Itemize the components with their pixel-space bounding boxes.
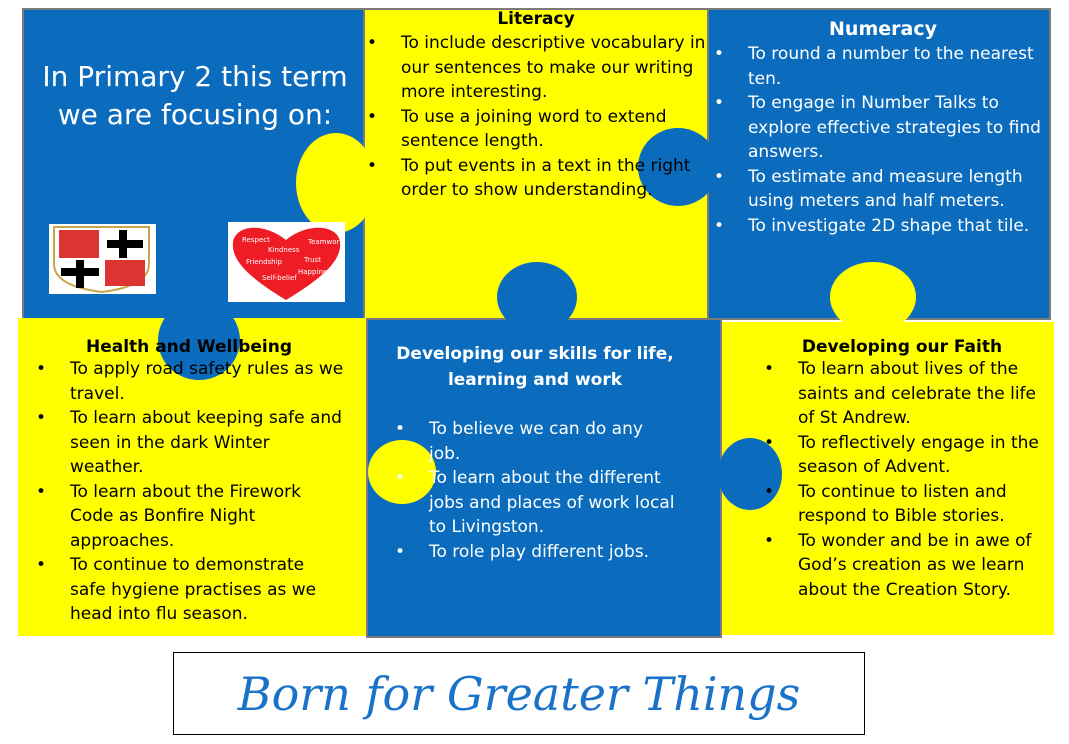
svg-text:Teamwork: Teamwork <box>308 238 344 246</box>
faith-section <box>762 337 1042 602</box>
list-item: • To continue to demonstrate safe hygiene practises as we head into flu season. <box>70 553 344 627</box>
svg-text:Kindness: Kindness <box>268 246 300 254</box>
list-item: • To include descriptive vocabulary in our sentences to make our writing more interesting. <box>401 31 707 105</box>
numeracy-section <box>712 18 1054 238</box>
list-item: • To put events in a text in the right order to show understanding. <box>401 154 707 203</box>
list-item: • To reflectively engage in the season of Advent. <box>798 431 1042 480</box>
list-item: • To apply road safety rules as we travel. <box>70 357 344 406</box>
puzzle-knob <box>497 262 577 332</box>
skills-title: Developing our skills for life, learning and work <box>396 344 674 390</box>
list-item: • To continue to listen and respond to Bible stories. <box>798 480 1042 529</box>
puzzle-knob <box>296 133 376 233</box>
list-item: • To learn about the Firework Code as Bonfire Night approaches. <box>70 480 344 554</box>
list-item: • To learn about the different jobs and places of work local to Livingston. <box>429 466 675 540</box>
list-item: • To role play different jobs. <box>429 540 675 565</box>
school-crest-logo <box>49 224 156 294</box>
svg-text:Friendship: Friendship <box>246 258 282 266</box>
literacy-title: Literacy <box>497 9 575 29</box>
svg-text:Respect: Respect <box>242 236 270 244</box>
list-item: • To investigate 2D shape that tile. <box>748 214 1054 239</box>
skills-section <box>395 341 675 564</box>
svg-text:Happiness: Happiness <box>298 268 335 276</box>
health-title: Health and Wellbeing <box>86 337 292 357</box>
literacy-section <box>365 9 707 203</box>
list-item: • To use a joining word to extend sentence length. <box>401 105 707 154</box>
intro-text: In Primary 2 this term we are focusing on: <box>42 60 348 131</box>
list-item: • To wonder and be in awe of God’s creation as we learn about the Creation Story. <box>798 529 1042 603</box>
numeracy-title: Numeracy <box>829 18 937 40</box>
motto-banner: Born for Greater Things <box>173 652 865 735</box>
list-item: • To engage in Number Talks to explore effective strategies to find answers. <box>748 91 1054 165</box>
puzzle-knob <box>830 262 916 332</box>
svg-text:Trust: Trust <box>304 256 321 264</box>
list-item: • To believe we can do any job. <box>429 417 675 466</box>
list-item: • To estimate and measure length using meters and half meters. <box>748 165 1054 214</box>
list-item: • To learn about lives of the saints and celebrate the life of St Andrew. <box>798 357 1042 431</box>
list-item: • To round a number to the nearest ten. <box>748 42 1054 91</box>
values-heart-image <box>228 222 345 302</box>
faith-title: Developing our Faith <box>801 337 1003 357</box>
list-item: • To learn about keeping safe and seen in the dark Winter weather. <box>70 406 344 480</box>
health-section <box>34 337 344 627</box>
svg-text:Self-belief: Self-belief <box>262 274 297 282</box>
